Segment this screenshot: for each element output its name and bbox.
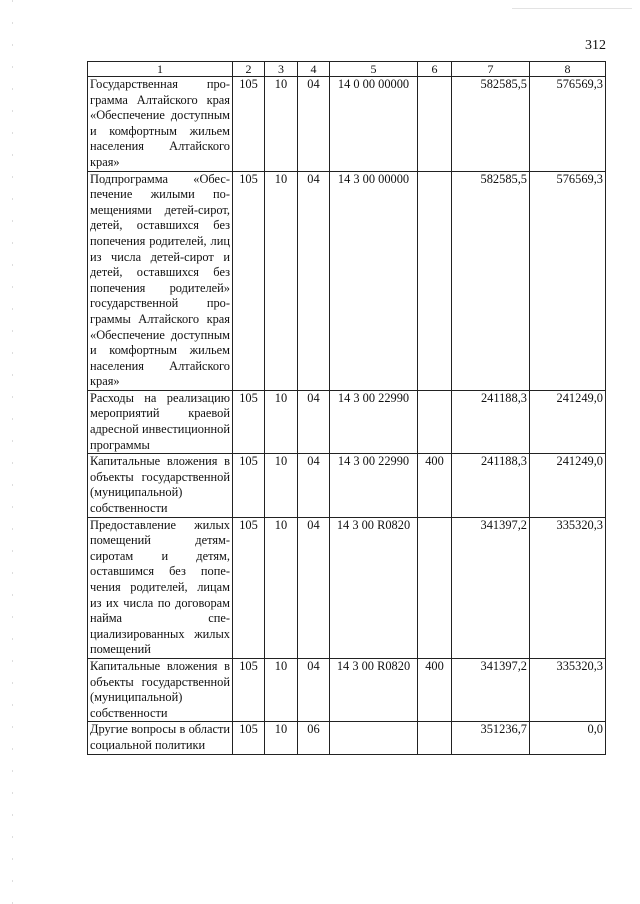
table-header: [88, 62, 606, 77]
cell-col7: 241188,3: [452, 454, 530, 517]
row-name: Капитальные вложения в объекты государственной (муниципальной) собственности: [88, 454, 233, 517]
row-name: Капитальные вложения в объекты государственной (муниципальной) собственности: [88, 658, 233, 721]
cell-col7: 241188,3: [452, 390, 530, 453]
cell-col3: 10: [265, 722, 298, 754]
column-header-6: 6: [418, 62, 452, 77]
cell-col6: 400: [418, 454, 452, 517]
scan-margin-mark: [12, 0, 13, 904]
row-name: Расходы на реализацию мероприятий краевой адресной инвестиционной программы: [88, 390, 233, 453]
cell-col8: 335320,3: [530, 658, 606, 721]
page-number: 312: [585, 38, 606, 53]
table-row: [88, 658, 606, 721]
budget-table: [87, 61, 606, 755]
column-header-5: 5: [330, 62, 418, 77]
cell-col5: 14 3 00 22990: [330, 454, 418, 517]
cell-col6: [418, 171, 452, 390]
cell-col2: 105: [233, 454, 265, 517]
cell-col5: 14 3 00 R0820: [330, 517, 418, 658]
cell-col3: 10: [265, 658, 298, 721]
cell-col6: [418, 517, 452, 658]
column-header-4: 4: [298, 62, 330, 77]
column-header-3: 3: [265, 62, 298, 77]
row-name: Другие вопросы в области социальной политики: [88, 722, 233, 754]
cell-col7: 351236,7: [452, 722, 530, 754]
row-name: Государственная программа Алтайского края «Обеспечение доступным и комфортным жильем населения Алтайского края»: [88, 77, 233, 172]
cell-col8: 0,0: [530, 722, 606, 754]
column-header-8: 8: [530, 62, 606, 77]
cell-col4: 04: [298, 390, 330, 453]
cell-col8: 576569,3: [530, 171, 606, 390]
cell-col7: 582585,5: [452, 77, 530, 172]
cell-col4: 04: [298, 77, 330, 172]
cell-col8: 241249,0: [530, 390, 606, 453]
column-header-2: 2: [233, 62, 265, 77]
cell-col5: 14 3 00 22990: [330, 390, 418, 453]
row-name: Подпрограмма «Обеспечение жилыми помещениями детей-сирот, детей, оставшихся без попечения родителей, лиц из числа детей-сирот и детей, оставшихся без попечения родителей» государственной программы Алтайского края «Обеспечение доступным и комфортным жильем населения Алтайского края»: [88, 171, 233, 390]
scan-edge-mark: [512, 8, 632, 9]
cell-col2: 105: [233, 77, 265, 172]
cell-col3: 10: [265, 77, 298, 172]
cell-col4: 04: [298, 517, 330, 658]
cell-col8: 335320,3: [530, 517, 606, 658]
cell-col2: 105: [233, 722, 265, 754]
cell-col7: 341397,2: [452, 658, 530, 721]
cell-col8: 241249,0: [530, 454, 606, 517]
column-header-1: 1: [88, 62, 233, 77]
table-body: [88, 77, 606, 755]
cell-col5: 14 0 00 00000: [330, 77, 418, 172]
cell-col2: 105: [233, 517, 265, 658]
cell-col2: 105: [233, 390, 265, 453]
cell-col2: 105: [233, 658, 265, 721]
cell-col3: 10: [265, 454, 298, 517]
cell-col3: 10: [265, 517, 298, 658]
table-row: [88, 171, 606, 390]
cell-col7: 582585,5: [452, 171, 530, 390]
cell-col5: [330, 722, 418, 754]
cell-col2: 105: [233, 171, 265, 390]
cell-col4: 04: [298, 171, 330, 390]
cell-col3: 10: [265, 390, 298, 453]
cell-col6: 400: [418, 658, 452, 721]
table-row: [88, 390, 606, 453]
table-row: [88, 722, 606, 754]
cell-col6: [418, 722, 452, 754]
cell-col8: 576569,3: [530, 77, 606, 172]
cell-col4: 06: [298, 722, 330, 754]
cell-col6: [418, 390, 452, 453]
cell-col5: 14 3 00 00000: [330, 171, 418, 390]
row-name: Предоставление жилых помещений детям-сиротам и детям, оставшимся без попечения родителей, лицам из их числа по договорам найма специализированных жилых помещений: [88, 517, 233, 658]
cell-col4: 04: [298, 658, 330, 721]
table-row: [88, 77, 606, 172]
cell-col7: 341397,2: [452, 517, 530, 658]
table-row: [88, 454, 606, 517]
header-row: [88, 62, 606, 77]
cell-col4: 04: [298, 454, 330, 517]
cell-col5: 14 3 00 R0820: [330, 658, 418, 721]
column-header-7: 7: [452, 62, 530, 77]
cell-col6: [418, 77, 452, 172]
cell-col3: 10: [265, 171, 298, 390]
table-row: [88, 517, 606, 658]
